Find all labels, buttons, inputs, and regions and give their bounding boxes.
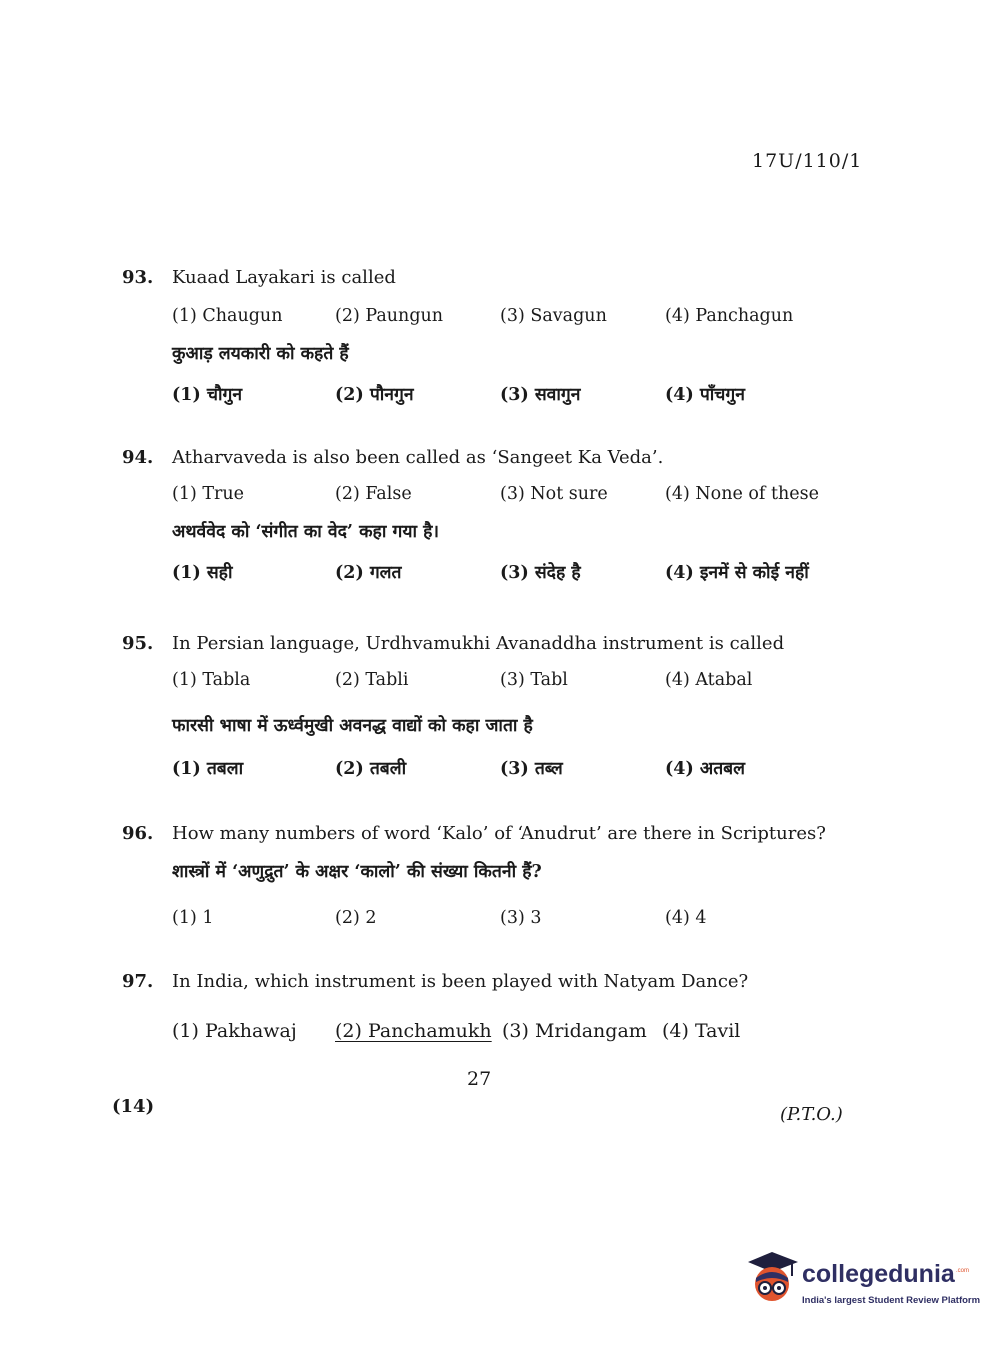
option: (2) 2 — [335, 908, 377, 928]
hindi-options — [172, 560, 842, 586]
option: (3) सवागुन — [500, 385, 581, 405]
page-number: 27 — [467, 1068, 492, 1090]
option: (4) पाँचगुन — [665, 385, 745, 405]
option: (2) पौनगुन — [335, 385, 414, 405]
question-95 — [122, 632, 842, 782]
options — [172, 908, 842, 934]
question-97 — [122, 970, 842, 1046]
option: (1) सही — [172, 563, 233, 583]
option: (2) False — [335, 484, 412, 504]
question-text: Atharvaveda is also been called as ‘Sangeet Ka Veda’. — [172, 447, 664, 468]
option: (4) Atabal — [665, 670, 753, 690]
hindi-options — [172, 382, 842, 408]
question-text: Kuaad Layakari is called — [172, 267, 396, 288]
collegedunia-logo — [742, 1248, 981, 1310]
question-number: 97. — [122, 971, 154, 992]
options — [172, 670, 842, 696]
hindi-question-text: अथर्ववेद को ‘संगीत का वेद’ कहा गया है। — [172, 522, 440, 542]
options — [172, 306, 842, 332]
mascot-icon — [742, 1248, 802, 1310]
option: (2) गलत — [335, 563, 402, 583]
option: (1) 1 — [172, 908, 214, 928]
question-text: How many numbers of word ‘Kalo’ of ‘Anudrut’ are there in Scriptures? — [172, 823, 826, 844]
option: (4) Tavil — [662, 1020, 741, 1042]
option: (1) चौगुन — [172, 385, 243, 405]
option: (1) Tabla — [172, 670, 251, 690]
logo-tagline: India's largest Student Review Platform — [802, 1295, 981, 1306]
option: (3) संदेह है — [500, 563, 581, 583]
question-number: 95. — [122, 633, 154, 654]
hindi-question-text: शास्त्रों में ‘अणुद्रुत’ के अक्षर ‘कालो’ की संख्या कितनी हैं? — [172, 862, 542, 882]
hindi-options — [172, 756, 842, 782]
hindi-question-text: कुआड़ लयकारी को कहते हैं — [172, 344, 349, 364]
question-number: 94. — [122, 447, 154, 468]
options — [172, 1020, 842, 1046]
option: (1) Chaugun — [172, 306, 283, 326]
option: (3) Savagun — [500, 306, 607, 326]
question-93 — [122, 266, 842, 408]
option: (4) Panchagun — [665, 306, 794, 326]
hindi-question-text: फारसी भाषा में ऊर्ध्वमुखी अवनद्ध वाद्यों को कहा जाता है — [172, 716, 533, 736]
option: (3) Tabl — [500, 670, 568, 690]
question-text: In Persian language, Urdhvamukhi Avanaddha instrument is called — [172, 633, 785, 654]
option: (4) 4 — [665, 908, 707, 928]
pto-note: (P.T.O.) — [780, 1104, 843, 1125]
option: (1) तबला — [172, 759, 244, 779]
option: (2) Panchamukh — [335, 1020, 492, 1042]
option: (4) None of these — [665, 484, 819, 504]
option: (3) Mridangam — [502, 1020, 647, 1042]
option: (2) Tabli — [335, 670, 409, 690]
option: (1) Pakhawaj — [172, 1020, 297, 1042]
question-94 — [122, 446, 842, 586]
option: (4) इनमें से कोई नहीं — [665, 563, 809, 583]
question-number: 93. — [122, 267, 154, 288]
option: (3) Not sure — [500, 484, 608, 504]
option: (3) तब्ल — [500, 759, 563, 779]
question-number: 96. — [122, 823, 154, 844]
options — [172, 484, 842, 510]
logo-suffix: .com — [956, 1268, 970, 1274]
paper-code: 17U/110/1 — [752, 150, 863, 172]
option: (3) 3 — [500, 908, 542, 928]
logo-name: collegedunia — [802, 1260, 955, 1288]
set-code: (14) — [112, 1096, 155, 1117]
option: (2) तबली — [335, 759, 407, 779]
option: (1) True — [172, 484, 245, 504]
question-96 — [122, 822, 842, 934]
option: (2) Paungun — [335, 306, 444, 326]
question-text: In India, which instrument is been played with Natyam Dance? — [172, 971, 749, 992]
option: (4) अतबल — [665, 759, 746, 779]
